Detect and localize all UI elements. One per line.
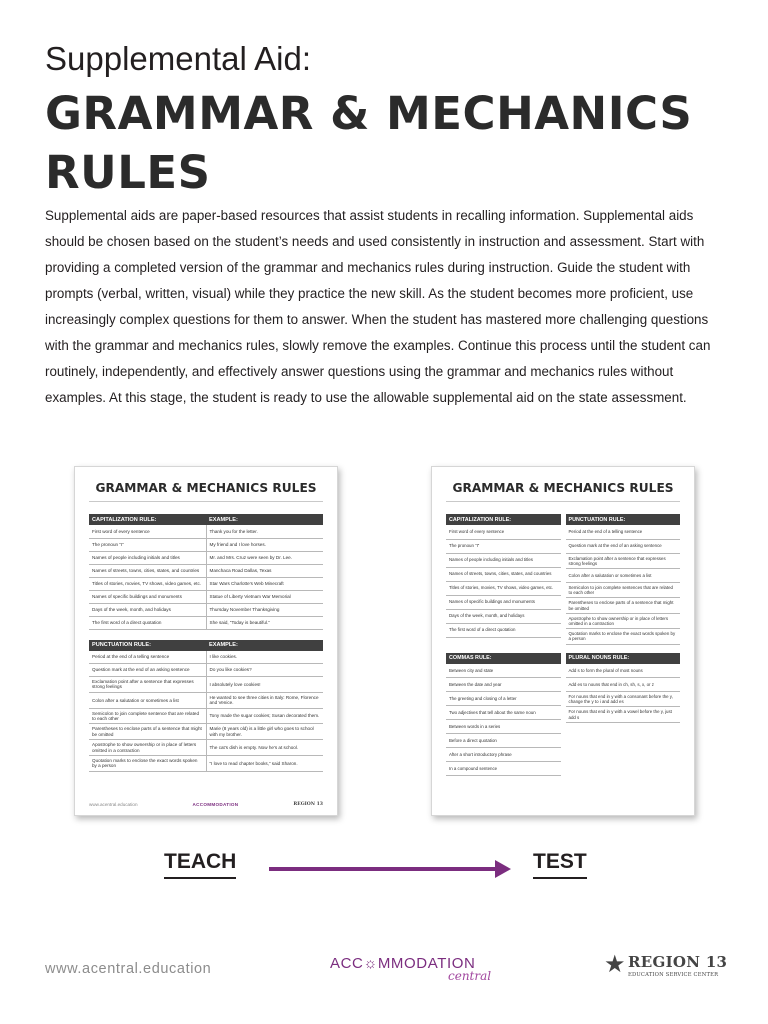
- test-commas-table: [446, 653, 561, 777]
- teach-sheet-thumbnail: [74, 466, 338, 816]
- example-cell: Thank you for the letter.: [206, 525, 323, 538]
- table-row: [89, 590, 323, 603]
- example-cell: Marie (8 years old) is a little girl who goes to school with my brother.: [206, 724, 323, 740]
- rule-cell: The greeting and closing of a letter: [446, 692, 561, 706]
- table-row: [446, 595, 561, 609]
- rule-cell: In a compound sentence: [446, 762, 561, 776]
- teach-label: TEACH: [164, 850, 236, 879]
- rule-cell: First word of every sentence: [89, 525, 206, 538]
- rule-cell: The pronoun “I”: [89, 538, 206, 551]
- rule-cell: Question mark at the end of an asking sentence: [566, 539, 681, 553]
- table-row: [566, 629, 681, 644]
- table-row: [446, 581, 561, 595]
- table-row: [89, 677, 323, 693]
- test-commas-header: COMMAS RULE:: [446, 653, 561, 664]
- test-plural-table: [566, 653, 681, 723]
- rule-cell: First word of every sentence: [446, 525, 561, 539]
- region-13-logo: [604, 951, 728, 985]
- rule-cell: Exclamation point after a sentence that expresses strong feelings: [566, 553, 681, 568]
- arrow-right-icon: [495, 860, 511, 878]
- table-row: [446, 623, 561, 637]
- table-row: [566, 553, 681, 568]
- rule-cell: Apostrophe to show ownership or in place of letters omitted in a contraction: [89, 740, 206, 756]
- example-cell: He wanted to see three cities in Italy: Rome, Florence and Venice.: [206, 692, 323, 708]
- table-row: [89, 564, 323, 577]
- table-row: [89, 577, 323, 590]
- intro-paragraph: Supplemental aids are paper-based resources that assist students in recalling information. Supplemental aids should be chosen based on the student’s needs and used consistently in instruction and assessment. Start with providing a completed version of the grammar and mechanics rules during instruction. Guide the student with prompts (verbal, written, visual) while they practice the new skill. As the student becomes more proficient, use increasingly complex questions for them to answer. When the student has mastered more challenging questions with the grammar and mechanics rules, slowly remove the examples. Continue this process until the student can routinely, independently, and effectively answer questions using the grammar and mechanics rules without examples. At this stage, the student is ready to use the allowable supplemental aid on the state assessment.: [45, 208, 711, 405]
- subtitle: Supplemental Aid:: [45, 40, 312, 77]
- rule-cell: Semicolon to join complete sentences that are related to each other: [566, 582, 681, 597]
- table-row: [89, 551, 323, 564]
- example-cell: My friend and I love horses.: [206, 538, 323, 551]
- rule-cell: After a short introductory phrase: [446, 748, 561, 762]
- teach-capitalization-table: [89, 514, 323, 630]
- test-sheet-thumbnail: [431, 466, 695, 816]
- teach-punctuation-table: [89, 640, 323, 772]
- cap-example-header: EXAMPLE:: [206, 514, 323, 525]
- rule-cell: Question mark at the end of an asking sentence: [89, 664, 206, 677]
- test-sheet-top-row: [446, 514, 680, 653]
- punct-rule-header: PUNCTUATION RULE:: [89, 640, 206, 651]
- table-row: [446, 692, 561, 706]
- table-row: [446, 567, 561, 581]
- example-cell: She said, “Today is beautiful.”: [206, 616, 323, 629]
- example-cell: Mr. and Mrs. Cruz were seen by Dr. Lee.: [206, 551, 323, 564]
- rule-cell: The first word of a direct quotation: [446, 623, 561, 637]
- sheet-footer-logo: ACCOMMODATION: [192, 802, 239, 807]
- rule-cell: The pronoun “I”: [446, 539, 561, 553]
- rule-cell: Names of people including initials and titles: [89, 551, 206, 564]
- test-punctuation-table: [566, 514, 681, 645]
- table-row: [446, 553, 561, 567]
- sheet-footer-url: www.acentral.education: [89, 802, 138, 807]
- table-row: [89, 616, 323, 629]
- example-cell: Statue of Liberty Vietnam War Memorial: [206, 590, 323, 603]
- example-cell: The cat’s dish is empty. Now he’s at school.: [206, 740, 323, 756]
- rule-cell: Add s to form the plural of most nouns: [566, 664, 681, 678]
- table-row: [89, 756, 323, 772]
- example-cell: I absolutely love cookies!: [206, 677, 323, 693]
- table-row: [446, 609, 561, 623]
- rule-cell: Add es to nouns that end in ch, sh, s, x, or z: [566, 678, 681, 692]
- table-row: [566, 525, 681, 539]
- example-cell: “I love to read chapter books,” said Sharon.: [206, 756, 323, 772]
- example-cell: Tony made the sugar cookies; Susan decorated them.: [206, 708, 323, 724]
- table-row: [446, 664, 561, 678]
- table-row: [89, 603, 323, 616]
- region-sub-text: EDUCATION SERVICE CENTER: [628, 972, 719, 978]
- rule-cell: Parentheses to enclose parts of a sentence that might be omitted: [89, 724, 206, 740]
- rule-cell: For nouns that end in y with a vowel before the y, just add s: [566, 707, 681, 722]
- table-row: [89, 538, 323, 551]
- table-row: [446, 748, 561, 762]
- rule-cell: Period at the end of a telling sentence: [89, 651, 206, 664]
- rule-cell: The first word of a direct quotation: [89, 616, 206, 629]
- table-row: [566, 678, 681, 692]
- logo-main-text: ACC☼MMODATION: [330, 955, 476, 972]
- table-row: [89, 525, 323, 538]
- table-row: [446, 678, 561, 692]
- rule-cell: Between city and state: [446, 664, 561, 678]
- rule-cell: Period at the end of a telling sentence: [566, 525, 681, 539]
- rule-cell: Two adjectives that tell about the same noun: [446, 706, 561, 720]
- table-row: [89, 651, 323, 664]
- logo-sub-text: central: [448, 969, 492, 983]
- region-main-text: REGION 13: [628, 953, 728, 971]
- table-row: [566, 707, 681, 722]
- example-cell: I like cookies.: [206, 651, 323, 664]
- table-row: [89, 740, 323, 756]
- rule-cell: Days of the week, month, and holidays: [89, 603, 206, 616]
- test-plural-header: PLURAL NOUNS RULE:: [566, 653, 681, 664]
- rule-cell: Colon after a salutation or sometimes a list: [89, 692, 206, 708]
- example-cell: Thursday November Thanksgiving: [206, 603, 323, 616]
- rule-cell: Between the date and year: [446, 678, 561, 692]
- table-row: [566, 598, 681, 613]
- table-row: [446, 525, 561, 539]
- table-row: [446, 706, 561, 720]
- table-row: [446, 734, 561, 748]
- table-row: [566, 582, 681, 597]
- test-label: TEST: [533, 850, 587, 879]
- rule-cell: Names of streets, towns, cities, states, and countries: [89, 564, 206, 577]
- rule-cell: Titles of stories, movies, TV shows, video games, etc.: [89, 577, 206, 590]
- rule-cell: Names of specific buildings and monuments: [446, 595, 561, 609]
- table-row: [566, 613, 681, 628]
- table-row: [446, 539, 561, 553]
- table-row: [89, 692, 323, 708]
- rule-cell: Quotation marks to enclose the exact words spoken by a person: [89, 756, 206, 772]
- example-cell: Do you like cookies?: [206, 664, 323, 677]
- accommodation-central-logo: [330, 955, 490, 991]
- star-icon: ★: [604, 951, 626, 978]
- rule-cell: Days of the week, month, and holidays: [446, 609, 561, 623]
- table-row: [446, 720, 561, 734]
- test-sheet-title: GRAMMAR & MECHANICS RULES: [446, 481, 680, 502]
- test-sheet-bottom-row: [446, 653, 680, 785]
- rule-cell: Parentheses to enclose parts of a sentence that might be omitted: [566, 598, 681, 613]
- punct-example-header: EXAMPLE:: [206, 640, 323, 651]
- rule-cell: Quotation marks to enclose the exact words spoken by a person: [566, 629, 681, 644]
- rule-cell: Names of streets, towns, cities, states, and countries: [446, 567, 561, 581]
- cap-rule-header: CAPITALIZATION RULE:: [89, 514, 206, 525]
- test-punct-header: PUNCTUATION RULE:: [566, 514, 681, 525]
- test-cap-header: CAPITALIZATION RULE:: [446, 514, 561, 525]
- rule-cell: Names of specific buildings and monuments: [89, 590, 206, 603]
- example-cell: Star Wars Charlotte’s Web Minecraft: [206, 577, 323, 590]
- table-row: [89, 724, 323, 740]
- table-row: [566, 539, 681, 553]
- page-footer: [0, 945, 768, 995]
- table-row: [89, 664, 323, 677]
- table-row: [566, 664, 681, 678]
- sheet-footer-region: REGION 13: [293, 802, 323, 807]
- rule-cell: Names of people including initials and titles: [446, 553, 561, 567]
- rule-cell: Exclamation point after a sentence that expresses strong feelings: [89, 677, 206, 693]
- test-capitalization-table: [446, 514, 561, 638]
- table-row: [446, 762, 561, 776]
- rule-cell: Semicolon to join complete sentence that are related to each other: [89, 708, 206, 724]
- rule-cell: Titles of stories, movies, TV shows, video games, etc.: [446, 581, 561, 595]
- footer-url: www.acentral.education: [45, 961, 212, 977]
- table-row: [89, 708, 323, 724]
- teach-sheet-footer: [89, 802, 323, 807]
- rule-cell: Between words in a series: [446, 720, 561, 734]
- rule-cell: For nouns that end in y with a consonant before the y, change the y to i and add es: [566, 692, 681, 707]
- teach-test-flow: [0, 850, 768, 890]
- example-cell: Manchaca Road Dallas, Texas: [206, 564, 323, 577]
- arrow-line: [269, 867, 497, 871]
- page-title: GRAMMAR & MECHANICS RULES: [45, 87, 693, 199]
- rule-cell: Before a direct quotation: [446, 734, 561, 748]
- table-row: [566, 568, 681, 582]
- table-row: [566, 692, 681, 707]
- rule-cell: Apostrophe to show ownership or in place of letters omitted in a contraction: [566, 613, 681, 628]
- rule-cell: Colon after a salutation or sometimes a list: [566, 568, 681, 582]
- teach-sheet-title: GRAMMAR & MECHANICS RULES: [89, 481, 323, 502]
